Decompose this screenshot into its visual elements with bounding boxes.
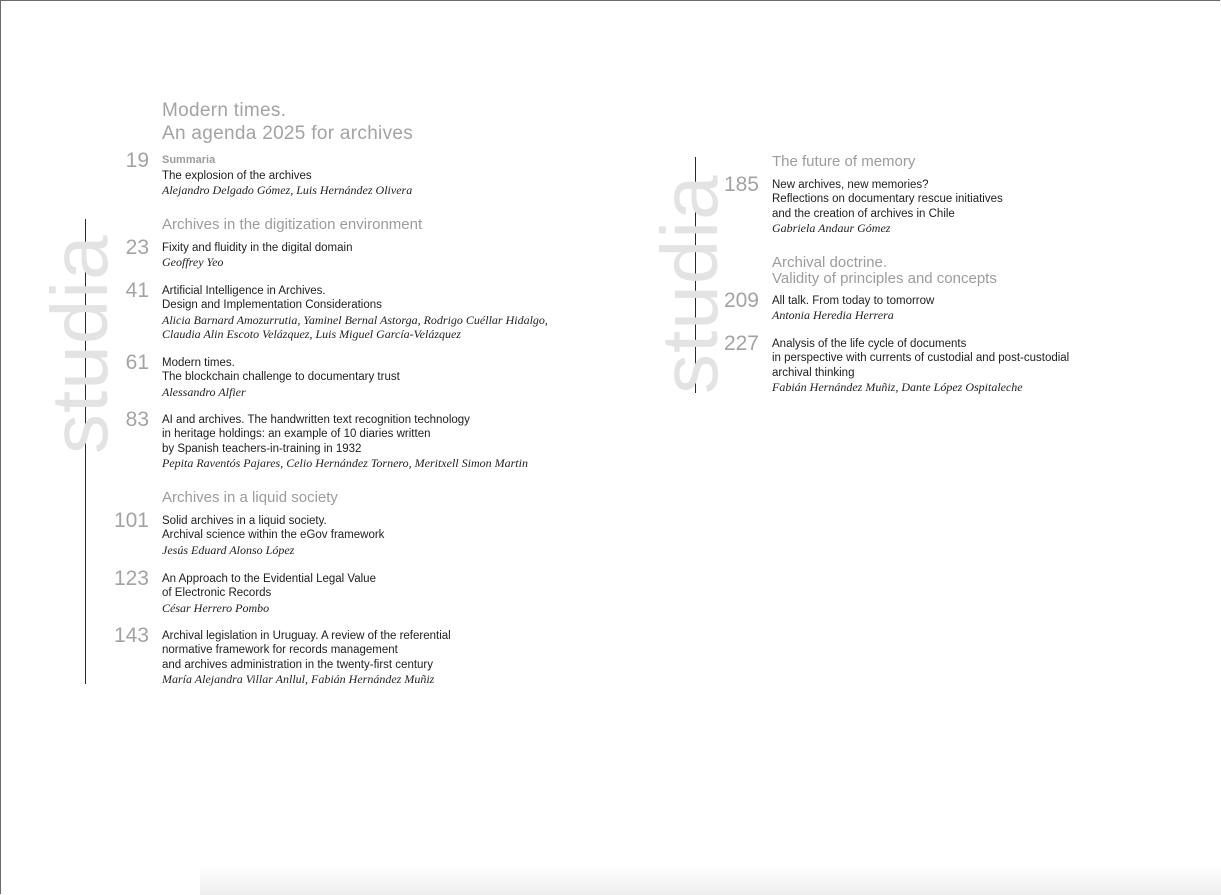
entry-author-line: Gabriela Andaur Gómez — [772, 220, 891, 235]
left-spine-label: studia — [35, 234, 124, 454]
entry-title-line: The explosion of the archives — [162, 170, 312, 182]
page-number: 185 — [723, 173, 759, 196]
entry-title-line: Archival science within the eGov framework — [162, 529, 385, 542]
entry-authors — [162, 601, 376, 615]
entry-title-line: and archives administration in the twenty-first century — [162, 658, 434, 671]
page-number: 83 — [125, 408, 149, 431]
entry-title-line: normative framework for records management — [162, 644, 398, 657]
entry-title — [162, 241, 353, 255]
right-spine-label: studia — [645, 174, 734, 394]
entry-authors — [162, 543, 384, 557]
entry-title-line: Modern times. — [162, 357, 235, 369]
toc-entry[interactable] — [125, 236, 353, 270]
entry-title-line: Analysis of the life cycle of documents — [772, 338, 967, 350]
entry-title — [772, 178, 1003, 221]
section-heading — [772, 154, 915, 170]
entry-authors — [162, 183, 412, 197]
entry-title-line: Fixity and fluidity in the digital domain — [162, 242, 353, 254]
entry-author-line: César Herrero Pombo — [162, 600, 270, 615]
entry-title-line: AI and archives. The handwritten text recognition technology — [162, 414, 470, 426]
entry-authors — [162, 672, 451, 686]
entry-title-line: Reflections on documentary rescue initiatives — [772, 193, 1003, 206]
entry-title-line: by Spanish teachers-in-training in 1932 — [162, 442, 362, 455]
toc-entry-intro[interactable] — [125, 149, 413, 198]
entry-authors — [162, 313, 548, 341]
entry-author-line: Alejandro Delgado Gómez, Luis Hernández Olivera — [162, 183, 413, 198]
page-number: 227 — [723, 332, 759, 355]
section-heading-line: Archival doctrine. — [772, 254, 888, 271]
page-number: 143 — [113, 624, 149, 647]
entry-author-line: Fabián Hernández Muñiz, Dante López Ospitaleche — [772, 379, 1023, 394]
entry-authors — [772, 221, 1003, 235]
entry-title-line: Solid archives in a liquid society. — [162, 515, 327, 527]
section-heading — [162, 490, 338, 506]
page-number: 19 — [125, 149, 149, 172]
entry-title — [162, 169, 412, 183]
entry-author-line: Geoffrey Yeo — [162, 255, 224, 270]
document-title-line: An agenda 2025 for archives — [162, 123, 414, 144]
entry-authors — [772, 380, 1069, 394]
page-number: 209 — [723, 289, 759, 312]
page-number: 41 — [125, 279, 149, 302]
entry-title — [162, 284, 548, 313]
document-title-line: Modern times. — [162, 100, 287, 121]
toc-entry[interactable] — [113, 567, 376, 615]
entry-title-line: in heritage holdings: an example of 10 diaries written — [162, 428, 431, 441]
entry-title-line: of Electronic Records — [162, 587, 272, 600]
entry-title-line: The blockchain challenge to documentary trust — [162, 371, 400, 384]
toc-entry[interactable] — [113, 624, 451, 686]
entry-title-line: An Approach to the Evidential Legal Value — [162, 573, 376, 585]
entry-title — [772, 294, 934, 308]
entry-author-line: Alessandro Alfier — [162, 384, 246, 399]
entry-authors — [162, 456, 528, 470]
entry-author-line: María Alejandra Villar Anllul, Fabián Hernández Muñiz — [162, 671, 435, 686]
bottom-shadow — [200, 865, 1221, 895]
page-number: 61 — [125, 351, 149, 374]
entry-title — [162, 514, 384, 543]
entry-title-line: Archival legislation in Uruguay. A review of the referential — [162, 630, 451, 642]
entry-title — [162, 629, 451, 672]
entry-author-line: Claudia Alin Escoto Velázquez, Luis Miguel García-Velázquez — [162, 326, 461, 341]
entry-authors — [162, 385, 400, 399]
toc-entry[interactable] — [125, 351, 400, 399]
section-heading-line: The future of memory — [772, 153, 916, 170]
entry-author-line: Antonia Heredia Herrera — [772, 308, 894, 323]
toc-entry[interactable] — [723, 173, 1003, 235]
entry-title-line: All talk. From today to tomorrow — [772, 295, 935, 307]
section-heading-line: Validity of principles and concepts — [772, 270, 997, 287]
section-heading-line: Archives in a liquid society — [162, 489, 338, 506]
page-number: 101 — [113, 509, 149, 532]
entry-title-line: Artificial Intelligence in Archives. — [162, 285, 326, 297]
entry-authors — [162, 255, 353, 269]
entry-title — [162, 413, 528, 456]
entry-title-line: Design and Implementation Considerations — [162, 299, 382, 312]
section-heading — [772, 255, 997, 287]
entry-author-line: Jesús Eduard Alonso López — [162, 542, 295, 557]
section-heading — [162, 217, 422, 233]
entry-title-line: archival thinking — [772, 366, 855, 379]
toc-entry[interactable] — [723, 289, 935, 323]
toc-entry[interactable] — [125, 279, 548, 341]
entry-authors — [772, 308, 934, 322]
page-number: 23 — [125, 236, 149, 259]
toc-entry[interactable] — [113, 509, 385, 557]
summaria-label: Summaria — [162, 154, 216, 166]
entry-author-line: Alicia Barnard Amozurrutia, Yaminel Bernal Astorga, Rodrigo Cuéllar Hidalgo, — [162, 312, 548, 327]
entry-title-line: in perspective with currents of custodial and post-custodial — [772, 352, 1070, 365]
entry-title — [162, 572, 376, 601]
toc-entry[interactable] — [723, 332, 1070, 394]
page-number: 123 — [113, 567, 149, 590]
section-heading-line: Archives in the digitization environment — [162, 216, 423, 233]
entry-title-line: and the creation of archives in Chile — [772, 207, 955, 220]
entry-title — [162, 356, 400, 385]
toc-entry[interactable] — [125, 408, 528, 470]
entry-author-line: Pepita Raventós Pajares, Celio Hernández Tornero, Meritxell Simon Martin — [162, 455, 528, 470]
document-title — [162, 99, 413, 145]
entry-title-line: New archives, new memories? — [772, 179, 929, 191]
entry-title — [772, 337, 1069, 380]
